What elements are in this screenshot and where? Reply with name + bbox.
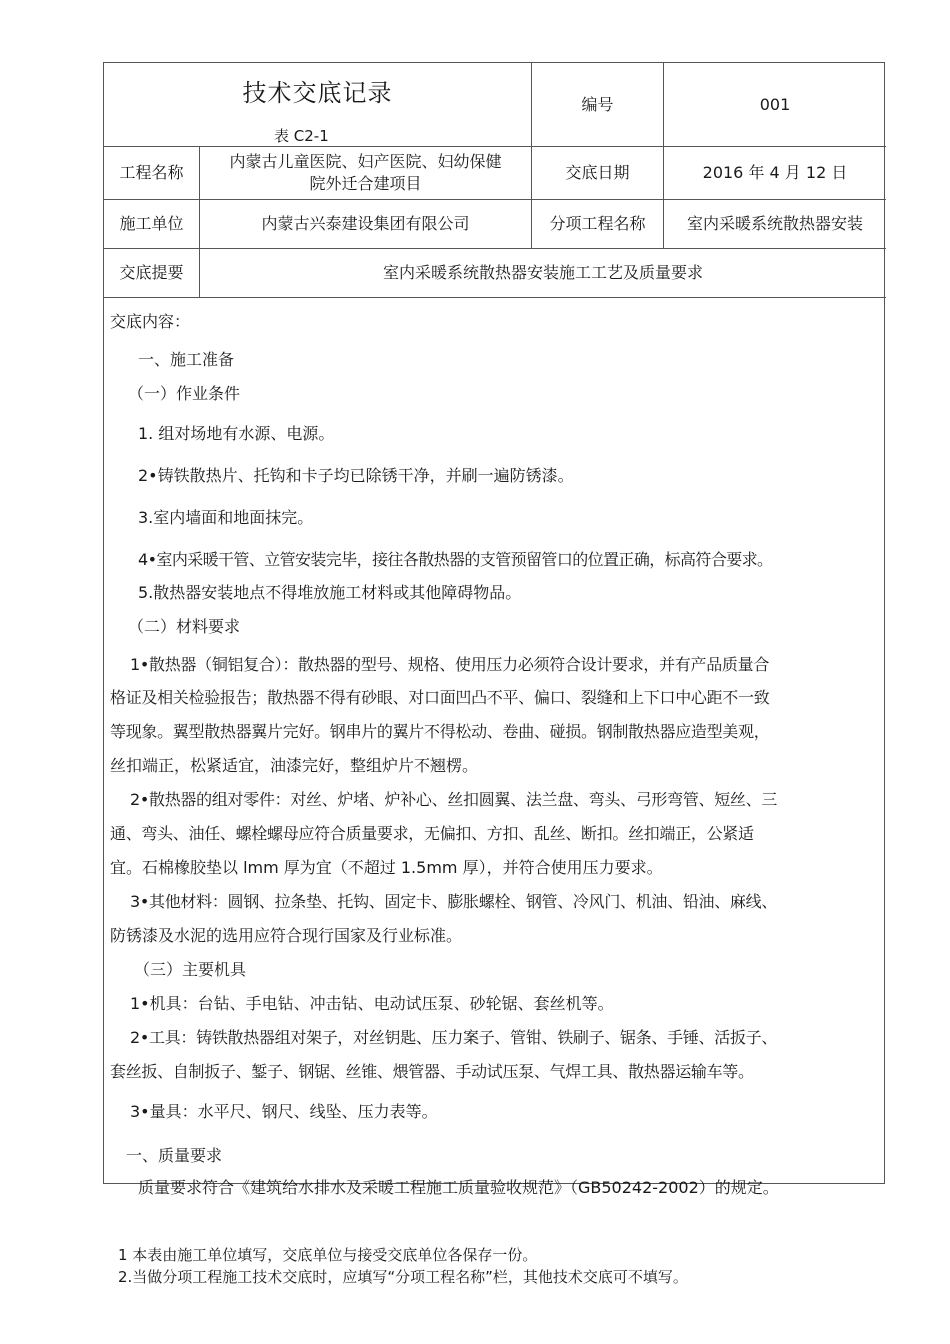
project-name-value <box>200 147 531 199</box>
form-footnotes <box>118 1244 688 1288</box>
paragraph-line: 3.室内墙面和地面抹完。 <box>138 508 314 527</box>
paragraph-line: 通、弯头、油任、螺栓螺母应符合质量要求，无偏扣、方扣、乱丝、断扣。丝扣端正，公紧适 <box>110 824 754 843</box>
subproject-label: 分项工程名称 <box>549 214 646 233</box>
number-label: 编号 <box>581 94 614 114</box>
paragraph-line: 防锈漆及水泥的选用应符合现行国家及行业标准。 <box>110 926 463 945</box>
paragraph-line: 3•其他材料：圆钢、拉条垫、托钩、固定卡、膨胀螺栓、钢管、冷风门、机油、铅油、麻线、 <box>130 892 778 911</box>
project-name-line-2: 院外迁合建项目 <box>309 174 422 193</box>
paragraph-line: 2•铸铁散热片、托钩和卡子均已除锈干净，并刷一遍防锈漆。 <box>138 466 574 485</box>
paragraph-line: 1•散热器（铜铝复合）：散热器的型号、规格、使用压力必须符合设计要求，并有产品质量合 <box>130 655 770 674</box>
date-label: 交底日期 <box>565 163 630 182</box>
subsection-heading: （二）材料要求 <box>128 617 241 636</box>
summary-label: 交底提要 <box>119 263 184 282</box>
section-heading: 一、质量要求 <box>126 1146 223 1165</box>
paragraph-line: 套丝扳、自制扳子、錾子、钢锯、丝锥、煨管器、手动试压泵、气焊工具、散热器运输车等。 <box>110 1062 754 1081</box>
paragraph-line: 宜。石棉橡胶垫以 lmm 厚为宜（不超过 1.5mm 厚），并符合使用压力要求。 <box>110 858 663 877</box>
paragraph-line: 2•散热器的组对零件：对丝、炉堵、炉补心、丝扣圆翼、法兰盘、弯头、弓形弯管、短丝、三 <box>130 790 778 809</box>
paragraph-line: 1. 组对场地有水源、电源。 <box>138 424 335 443</box>
project-name-line-1: 内蒙古儿童医院、妇产医院、妇幼保健 <box>229 152 502 171</box>
subsection-heading: （三）主要机具 <box>134 960 247 979</box>
paragraph-line: 等现象。翼型散热器翼片完好。钢串片的翼片不得松动、卷曲、碰损。钢制散热器应造型美观， <box>110 722 770 741</box>
paragraph-line: 3•量具：水平尺、钢尺、线坠、压力表等。 <box>130 1102 438 1121</box>
paragraph-line: 格证及相关检验报告；散热器不得有砂眼、对口面凹凸不平、偏口、裂缝和上下口中心距不一致 <box>110 688 770 707</box>
row-divider <box>104 297 886 298</box>
paragraph-line: 1•机具：台钻、手电钻、冲击钻、电动试压泵、砂轮锯、套丝机等。 <box>130 994 614 1013</box>
form-number: 表 C2-1 <box>274 127 329 145</box>
subsection-heading: （一）作业条件 <box>128 384 241 403</box>
paragraph-line: 5.散热器安装地点不得堆放施工材料或其他障碍物品。 <box>138 583 522 602</box>
construction-unit-label: 施工单位 <box>119 214 184 233</box>
number-value: 001 <box>759 94 791 114</box>
paragraph-line: 丝扣端正，松紧适宜，油漆完好，整组炉片不翘楞。 <box>110 756 479 775</box>
summary-value: 室内采暖系统散热器安装施工工艺及质量要求 <box>382 263 703 282</box>
paragraph-line: 质量要求符合《建筑给水排水及采暖工程施工质量验收规范》（GB50242-2002）的规定。 <box>138 1178 779 1197</box>
date-value: 2016 年 4 月 12 日 <box>702 163 848 182</box>
paragraph-line: 2•工具：铸铁散热器组对架子，对丝钥匙、压力案子、管钳、铁刷子、锯条、手锤、活扳子、 <box>130 1028 778 1047</box>
construction-unit-value: 内蒙古兴泰建设集团有限公司 <box>261 214 470 233</box>
content-intro: 交底内容： <box>110 312 191 331</box>
subproject-value: 室内采暖系统散热器安装 <box>686 214 863 233</box>
footnote: 1 本表由施工单位填写，交底单位与接受交底单位各保存一份。 <box>118 1246 538 1264</box>
form-title: 技术交底记录 <box>242 79 393 107</box>
section-heading: 一、施工准备 <box>138 350 235 369</box>
disclosure-record-form <box>103 62 885 1197</box>
footnote: 2.当做分项工程施工技术交底时，应填写“分项工程名称”栏，其他技术交底可不填写。 <box>118 1268 688 1286</box>
paragraph-line: 4•室内采暖干管、立管安装完毕，接往各散热器的支管预留管口的位置正确，标高符合要求。 <box>138 550 773 569</box>
project-name-label: 工程名称 <box>119 163 184 182</box>
